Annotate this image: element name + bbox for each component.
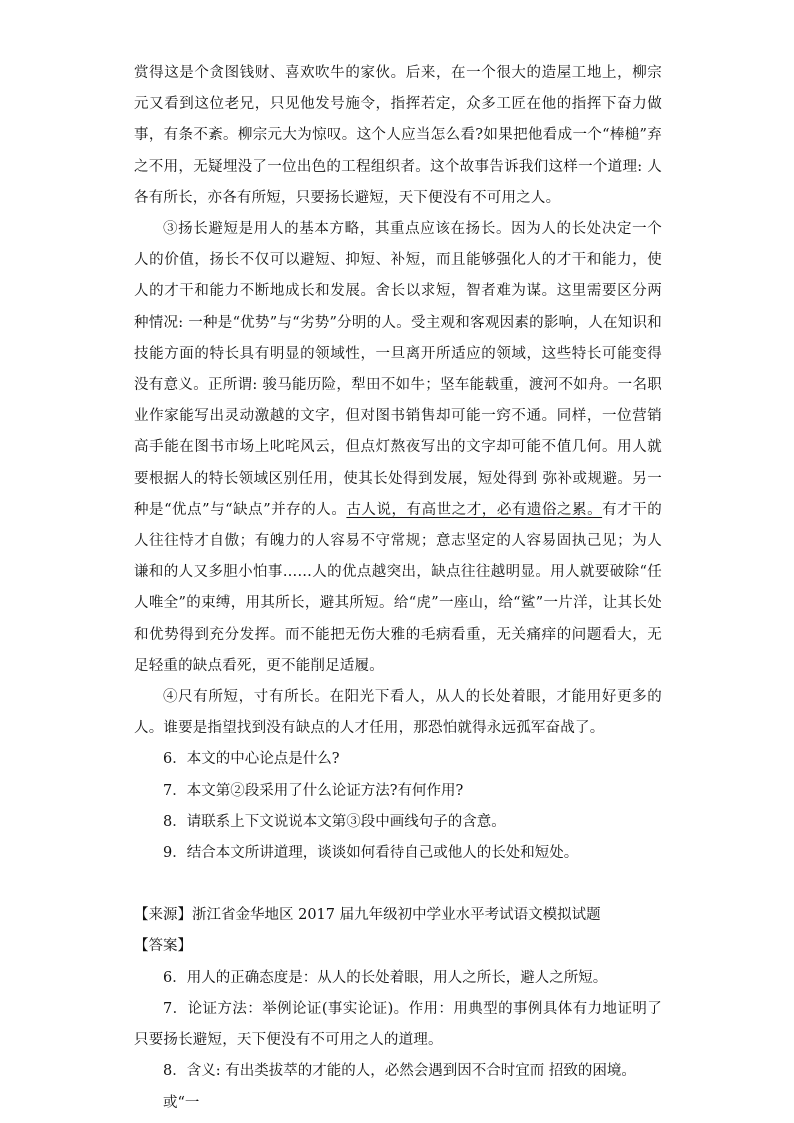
blank-line bbox=[134, 869, 662, 900]
answer-heading: 【答案】 bbox=[134, 938, 192, 955]
answer-7: 7．论证方法：举例论证(事实论证)。作用：用典型的事例具体有力地证明了只要扬长避短，天下便没有不可用之人的道理。 bbox=[134, 1000, 662, 1049]
question-8: 8．请联系上下文说说本文第③段中画线句子的含意。 bbox=[163, 813, 506, 830]
paragraph-3 bbox=[134, 214, 662, 682]
question-9: 9．结合本文所讲道理，谈谈如何看待自己或他人的长处和短处。 bbox=[163, 845, 579, 862]
question-6: 6．本文的中心论点是什么? bbox=[163, 751, 340, 768]
paragraph-2-continued: 赏得这是个贪图钱财、喜欢吹牛的家伙。后来，在一个很大的造屋工地上，柳宗元又看到这位老兄，只见他发号施令，指挥若定，众多工匠在他的指挥下奋力做事，有条不紊。柳宗元大为惊叹。这个人应当怎么看?如果把他看成一个“棒槌”弃之不用，无疑埋没了一位出色的工程组织者。这个故事告诉我们这样一个道理: 人各有所长，亦各有所短，只要扬长避短，天下便没有不可用之人。 bbox=[134, 65, 662, 206]
answer-8: 8．含义: 有出类拔萃的才能的人，必然会遇到因不合时宜而 招致的困境。或“一 bbox=[163, 1063, 636, 1111]
question-7: 7．本文第②段采用了什么论证方法?有何作用? bbox=[163, 782, 464, 799]
paragraph-3-text-cont: 有才干的人往往恃才自傲；有魄力的人容易不守常规；意志坚定的人容易固执己见；为人谦和的人又多胆小怕事……人的优点越突出，缺点往往越明显。用人就要破除“任人唯全”的束缚，用其所长，避其所短。给“虎”一座山，给“鲨”一片洋，让其长处和优势得到充分发挥。而不能把无伤大雅的毛病看重，无关痛痒的问题看大，无足轻重的缺点看死，更不能削足适履。 bbox=[134, 501, 662, 674]
underlined-sentence: 古人说，有高世之才，必有遗俗之累。 bbox=[346, 501, 603, 518]
paragraph-4: ④尺有所短，寸有所长。在阳光下看人，从人的长处着眼，才能用好更多的人。谁要是指望找到没有缺点的人才任用，那恐怕就得永远孤军奋战了。 bbox=[134, 689, 662, 737]
document-page bbox=[134, 58, 662, 1119]
paragraph-3-text: ③扬长避短是用人的基本方略，其重点应该在扬长。因为人的长处决定一个人的价值，扬长不仅可以避短、抑短、补短，而且能够强化人的才干和能力，使人的才干和能力不断地成长和发展。舍长以求短，智者难为谋。这里需要区分两种情况: 一种是“优势”与“劣势”分明的人。受主观和客观因素的影响，人在知识和技能方面的特长具有明显的领域性，一旦离开所适应的领域，这些特长可能变得没有意义。正所谓: 骏马能历险，犁田不如牛；坚车能载重，渡河不如舟。一名职业作家能写出灵动激越的文字，但对图书销售却可能一窍不通。同样，一位营销高手能在图书市场上叱咤风云，但点灯熬夜写出的文字却可能不值几何。用人就要根据人的特长领域区别任用，使其长处得到发展，短处得到 弥补或规避。另一种是“优点”与“缺点”并存的人。 bbox=[134, 221, 662, 518]
source-line: 【来源】浙江省金华地区 2017 届九年级初中学业水平考试语文模拟试题 bbox=[134, 907, 601, 924]
answer-6: 6．用人的正确态度是：从人的长处着眼，用人之所长，避人之所短。 bbox=[163, 969, 608, 986]
